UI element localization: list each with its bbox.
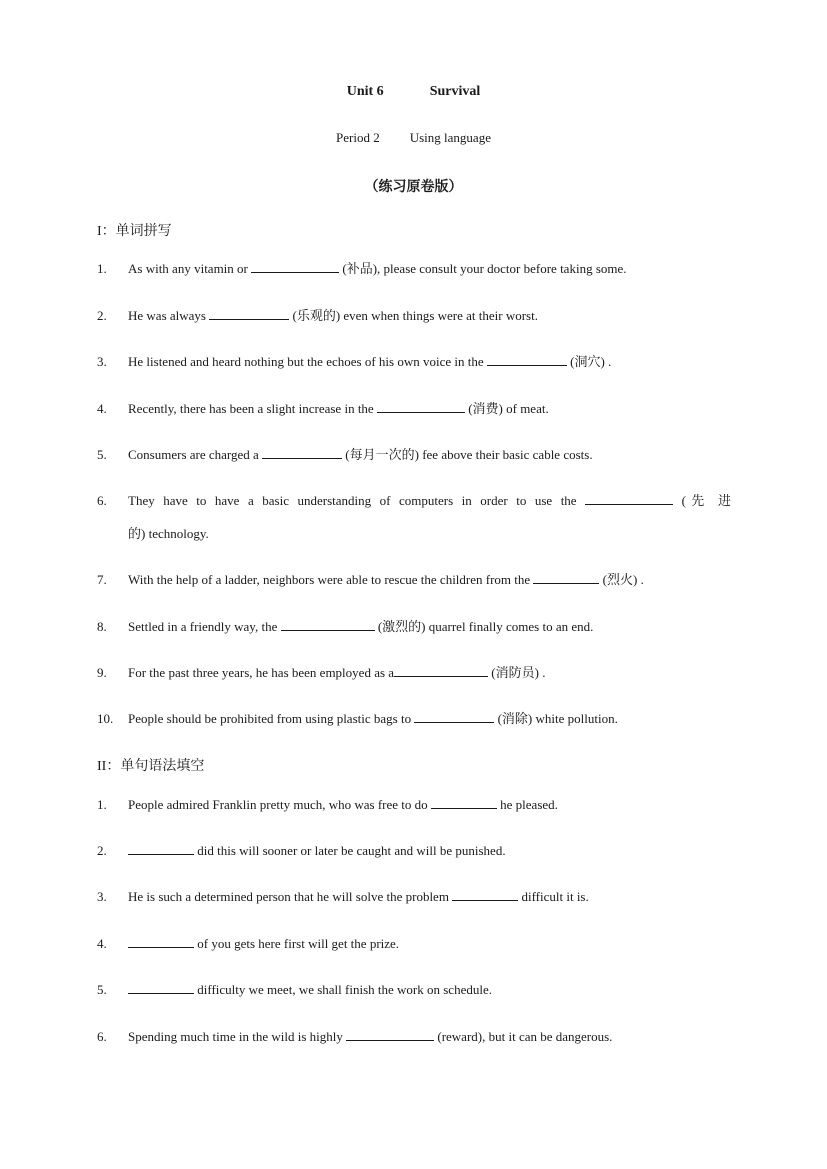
item-text-after: difficulty we meet, we shall finish the work on schedule. xyxy=(197,982,492,997)
exercise-item xyxy=(97,259,731,279)
answer-blank[interactable] xyxy=(128,841,194,855)
exercise-item xyxy=(97,887,731,907)
item-number: 7. xyxy=(97,572,107,587)
item-hint: (烈火) . xyxy=(602,572,644,587)
answer-blank[interactable] xyxy=(262,445,342,459)
item-text: People should be prohibited from using plastic bags to xyxy=(128,711,412,726)
item-text-after: of you gets here first will get the prize. xyxy=(197,936,400,951)
item-text-after: (reward), but it can be dangerous. xyxy=(437,1029,613,1044)
answer-blank[interactable] xyxy=(281,617,375,631)
item-number: 10. xyxy=(97,711,114,726)
item-hint: (补品), please consult your doctor before taking some. xyxy=(342,261,627,276)
item-number: 2. xyxy=(97,843,107,858)
answer-blank[interactable] xyxy=(128,934,194,948)
exercise-item xyxy=(97,795,731,815)
answer-blank[interactable] xyxy=(251,259,339,273)
item-text: They have to have a basic understanding of computers in order to use the xyxy=(128,493,577,508)
item-text: He was always xyxy=(128,308,206,323)
item-text: For the past three years, he has been employed as a xyxy=(128,665,395,680)
exercise-item xyxy=(97,980,731,1000)
item-hint: (消除) white pollution. xyxy=(497,711,618,726)
answer-blank[interactable] xyxy=(431,795,497,809)
exercise-item xyxy=(97,306,731,326)
exercise-item xyxy=(97,491,731,544)
answer-blank[interactable] xyxy=(452,887,518,901)
item-text: He listened and heard nothing but the echoes of his own voice in the xyxy=(128,354,484,369)
answer-blank[interactable] xyxy=(377,399,465,413)
item-hint: (激烈的) quarrel finally comes to an end. xyxy=(377,619,594,634)
item-text: Settled in a friendly way, the xyxy=(128,619,278,634)
unit-number: Unit 6 xyxy=(346,84,384,99)
item-continuation: 的) technology. xyxy=(128,526,209,541)
exercise-item xyxy=(97,841,731,861)
item-number: 6. xyxy=(97,493,107,508)
item-number: 9. xyxy=(97,665,107,680)
answer-blank[interactable] xyxy=(585,491,673,505)
page-subtitle xyxy=(0,130,827,146)
page-title xyxy=(0,84,827,100)
section-heading-spelling: I：单词拼写 xyxy=(97,224,172,239)
item-number: 1. xyxy=(97,261,107,276)
answer-blank[interactable] xyxy=(394,663,488,677)
exercise-item xyxy=(97,709,731,729)
item-number: 4. xyxy=(97,936,107,951)
exercise-item xyxy=(97,663,731,683)
item-number: 3. xyxy=(97,354,107,369)
answer-blank[interactable] xyxy=(209,306,289,320)
item-text-after: did this will sooner or later be caught and will be punished. xyxy=(197,843,506,858)
item-hint: (每月一次的) fee above their basic cable costs. xyxy=(345,447,593,462)
item-hint: (洞穴) . xyxy=(570,354,612,369)
exercise-item xyxy=(97,445,731,465)
item-number: 3. xyxy=(97,889,107,904)
exercise-item xyxy=(97,1027,731,1047)
item-hint: (先 进 xyxy=(681,493,731,508)
answer-blank[interactable] xyxy=(533,570,599,584)
exercise-item xyxy=(97,399,731,419)
item-text-after: difficult it is. xyxy=(521,889,589,904)
item-number: 5. xyxy=(97,447,107,462)
answer-blank[interactable] xyxy=(128,980,194,994)
item-number: 6. xyxy=(97,1029,107,1044)
item-number: 1. xyxy=(97,797,107,812)
item-number: 4. xyxy=(97,401,107,416)
item-text: Spending much time in the wild is highly xyxy=(128,1029,343,1044)
item-hint: (消防员) . xyxy=(491,665,546,680)
item-number: 5. xyxy=(97,982,107,997)
period-number: Period 2 xyxy=(336,130,380,145)
item-text: People admired Franklin pretty much, who was free to do xyxy=(128,797,428,812)
item-number: 2. xyxy=(97,308,107,323)
answer-blank[interactable] xyxy=(487,352,567,366)
exercise-item xyxy=(97,570,731,590)
exercise-item xyxy=(97,617,731,637)
item-text: As with any vitamin or xyxy=(128,261,248,276)
item-number: 8. xyxy=(97,619,107,634)
item-text: Recently, there has been a slight increase in the xyxy=(128,401,374,416)
item-text: He is such a determined person that he will solve the problem xyxy=(128,889,449,904)
exercise-item xyxy=(97,934,731,954)
item-text-after: he pleased. xyxy=(500,797,558,812)
version-label: （练习原卷版） xyxy=(364,180,463,195)
item-text: With the help of a ladder, neighbors were able to rescue the children from the xyxy=(128,572,531,587)
item-hint: (乐观的) even when things were at their worst. xyxy=(292,308,538,323)
answer-blank[interactable] xyxy=(346,1027,434,1041)
section-heading-grammar: II：单句语法填空 xyxy=(97,759,205,774)
answer-blank[interactable] xyxy=(414,709,494,723)
item-hint: (消费) of meat. xyxy=(468,401,549,416)
exercise-item xyxy=(97,352,731,372)
unit-title: Survival xyxy=(429,84,481,99)
period-title: Using language xyxy=(409,130,491,145)
item-text: Consumers are charged a xyxy=(128,447,259,462)
